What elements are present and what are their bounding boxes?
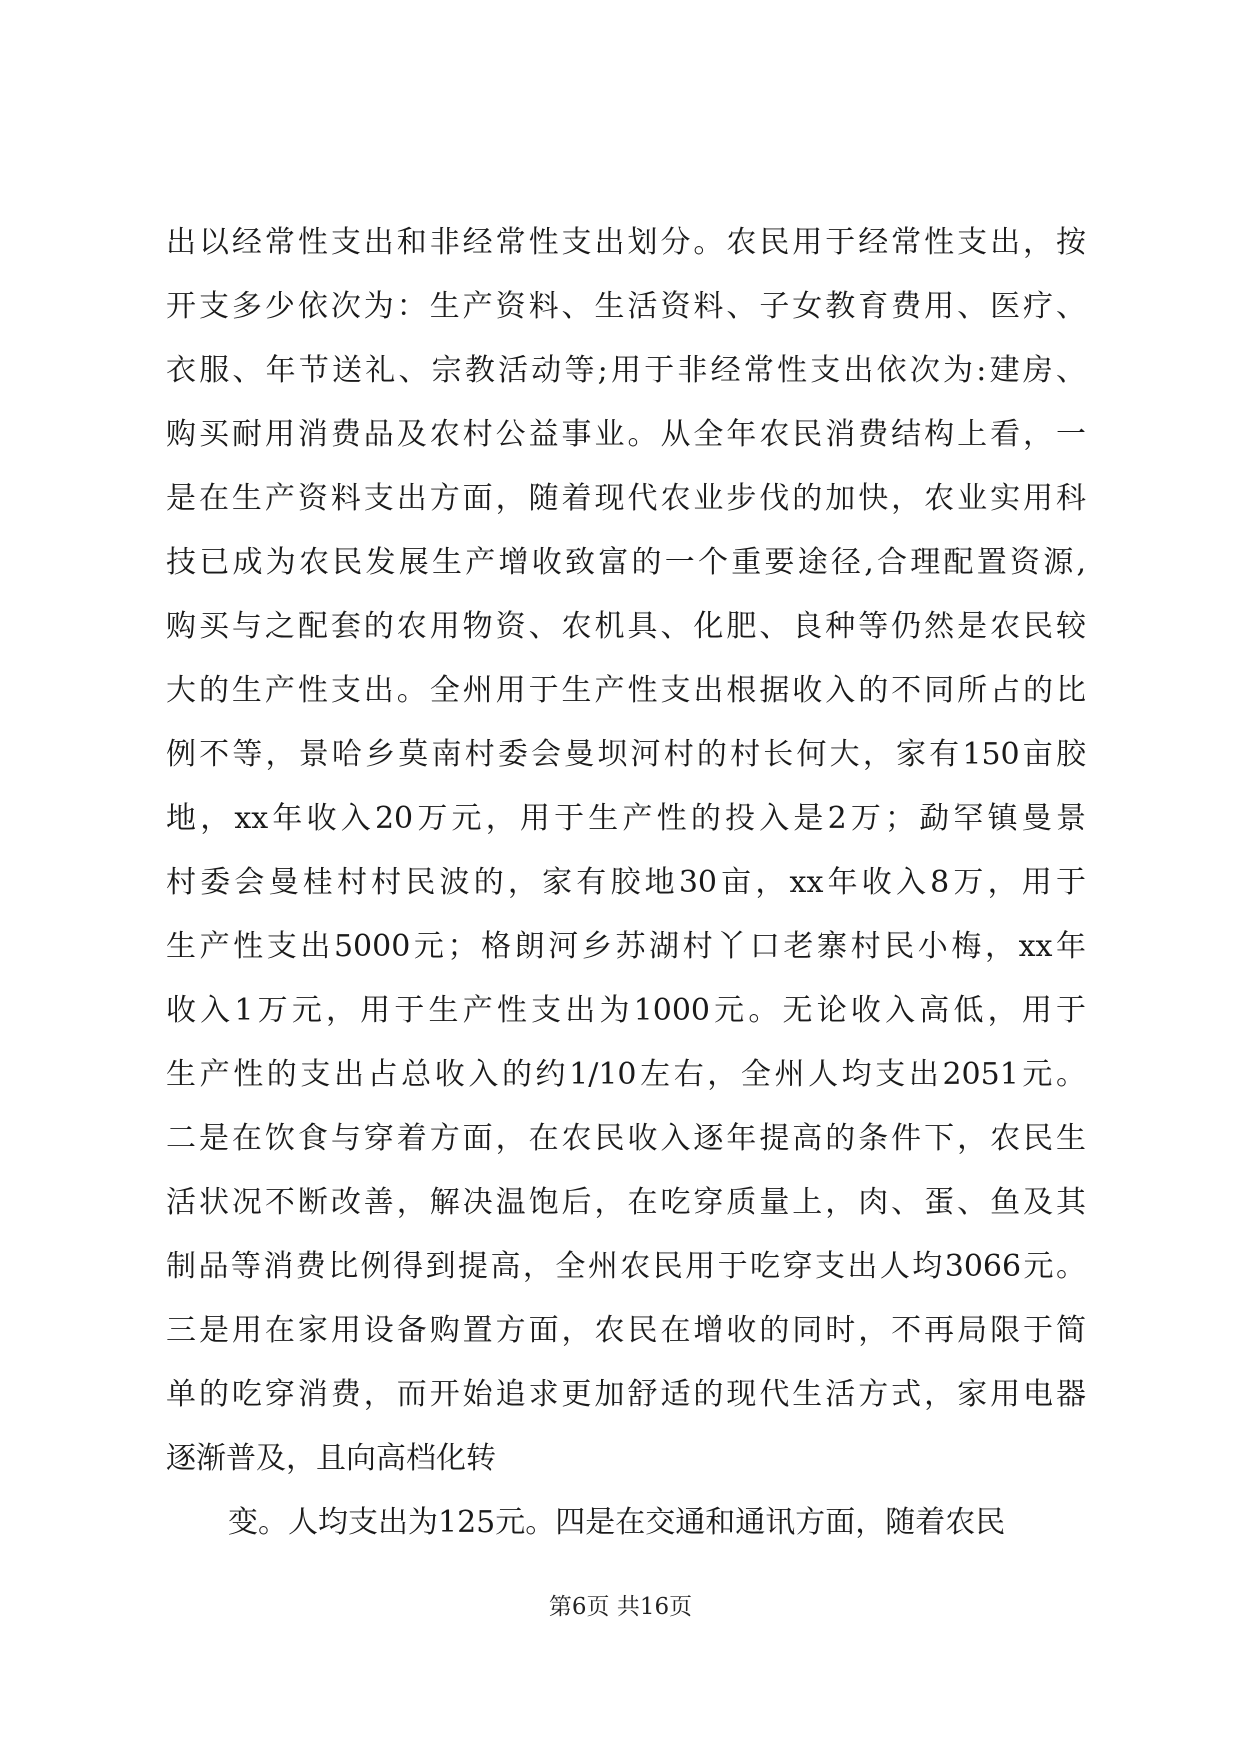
paragraph-first-line: 变。人均支出为125元。四是在交通和通讯方面，随着农民 [228,1505,1006,1540]
text-line: 开支多少依次为：生产资料、生活资料、子女教育费用、医疗、 [166,289,1086,324]
text-line: 活状况不断改善，解决温饱后，在吃穿质量上，肉、蛋、鱼及其 [166,1185,1086,1220]
text-line: 地，xx年收入20万元，用于生产性的投入是2万；勐罕镇曼景 [166,801,1086,836]
text-line: 单的吃穿消费，而开始追求更加舒适的现代生活方式，家用电器 [166,1377,1086,1412]
text-line: 大的生产性支出。全州用于生产性支出根据收入的不同所占的比 [166,673,1086,708]
text-line: 购买与之配套的农用物资、农机具、化肥、良种等仍然是农民较 [166,609,1086,644]
text-line: 购买耐用消费品及农村公益事业。从全年农民消费结构上看，一 [166,417,1086,452]
text-line: 生产性的支出占总收入的约1/10左右，全州人均支出2051元。 [166,1057,1086,1092]
text-line: 是在生产资料支出方面，随着现代农业步伐的加快，农业实用科 [166,481,1086,516]
text-line: 技已成为农民发展生产增收致富的一个重要途径,合理配置资源, [166,545,1086,580]
text-line: 衣服、年节送礼、宗教活动等;用于非经常性支出依次为:建房、 [166,353,1086,388]
text-line: 村委会曼桂村村民波的，家有胶地30亩，xx年收入8万，用于 [166,865,1086,900]
text-line: 生产性支出5000元；格朗河乡苏湖村丫口老寨村民小梅，xx年 [166,929,1086,964]
body-text [166,211,1086,1555]
text-line: 二是在饮食与穿着方面，在农民收入逐年提高的条件下，农民生 [166,1121,1086,1156]
page-number-footer: 第6页 共16页 [548,1594,693,1620]
text-line: 三是用在家用设备购置方面，农民在增收的同时，不再局限于简 [166,1313,1086,1348]
text-line: 出以经常性支出和非经常性支出划分。农民用于经常性支出，按 [166,225,1086,260]
text-line: 收入1万元，用于生产性支出为1000元。无论收入高低，用于 [166,993,1086,1028]
text-line: 制品等消费比例得到提高，全州农民用于吃穿支出人均3066元。 [166,1249,1086,1284]
text-line: 例不等，景哈乡莫南村委会曼坝河村的村长何大，家有150亩胶 [166,737,1086,772]
text-line: 逐渐普及，且向高档化转 [166,1441,496,1476]
